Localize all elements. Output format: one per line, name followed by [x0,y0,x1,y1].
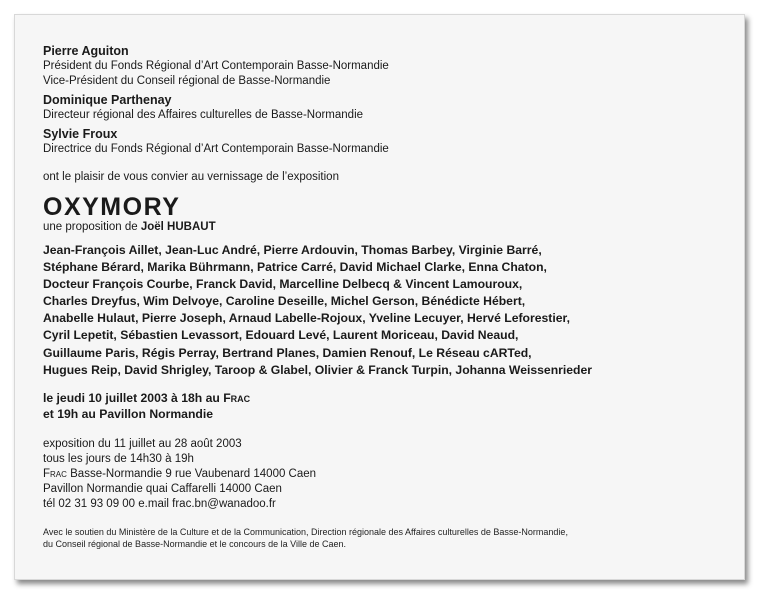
exhibition-info [43,437,733,512]
frac-address-text: Basse-Normandie 9 rue Vaubenard 14000 Caen [70,467,317,480]
artist-line: Cyril Lepetit, Sébastien Levassort, Edouard Levé, Laurent Moriceau, David Neaud, [43,328,519,343]
organizer-name: Pierre Aguiton [43,44,129,58]
proposition-prefix: une proposition de [43,221,138,233]
organizer-role: Vice-Président du Conseil régional de Basse-Normandie [43,75,331,87]
invitation-text: ont le plaisir de vous convier au vernissage de l’exposition [43,171,339,183]
artist-line: Docteur François Courbe, Franck David, Marcelline Delbecq & Vincent Lamouroux, [43,277,523,292]
organizer-role: Directrice du Fonds Régional d’Art Contemporain Basse-Normandie [43,143,389,155]
organizer-1 [43,43,733,89]
frac-address [43,467,733,482]
exhibition-title: OXYMORY [43,193,181,221]
artist-line: Jean-François Aillet, Jean-Luc André, Pierre Ardouvin, Thomas Barbey, Virginie Barré, [43,243,542,257]
artist-line: Charles Dreyfus, Wim Delvoye, Caroline Deseille, Michel Gerson, Bénédicte Hébert, [43,294,526,309]
artist-list [43,242,733,379]
invitation-content [43,43,733,551]
sponsor-footer [43,526,733,551]
organizer-role: Président du Fonds Régional d’Art Contemporain Basse-Normandie [43,60,389,72]
artist-line: Hugues Reip, David Shrigley, Taroop & Glabel, Olivier & Franck Turpin, Johanna Weissenrieder [43,362,593,377]
organizer-role: Directeur régional des Affaires culturelles de Basse-Normandie [43,109,364,121]
frac-name: Frac [43,467,67,480]
contact-info: tél 02 31 93 09 00 e.mail frac.bn@wanadoo.fr [43,497,276,510]
artist-line: Stéphane Bérard, Marika Bührmann, Patrice Carré, David Michael Clarke, Enna Chaton, [43,260,547,275]
proposition-line [43,220,733,234]
organizer-name: Dominique Parthenay [43,93,172,107]
opening-line-1 [43,390,733,406]
footer-line: Avec le soutien du Ministère de la Culture et de la Communication, Direction régionale des Affaires culturelles de Basse-Normandie, [43,526,568,537]
organizer-name: Sylvie Froux [43,127,118,141]
artist-line: Guillaume Paris, Régis Perray, Bertrand Planes, Damien Renouf, Le Réseau cARTed, [43,345,532,360]
opening-line-2: et 19h au Pavillon Normandie [43,406,213,421]
curator-name: Joël HUBAUT [140,221,216,233]
artist-line: Anabelle Hulaut, Pierre Joseph, Arnaud Labelle-Rojoux, Yveline Lecuyer, Hervé Leforestier, [43,311,570,326]
opening-hours: tous les jours de 14h30 à 19h [43,452,194,465]
organizer-3 [43,126,733,157]
pavillon-address: Pavillon Normandie quai Caffarelli 14000 Caen [43,482,282,495]
exhibition-dates: exposition du 11 juillet au 28 août 2003 [43,437,242,450]
opening-venue-frac: Frac [223,390,251,405]
organizer-2 [43,92,733,123]
footer-line: du Conseil régional de Basse-Normandie et le concours de la Ville de Caen. [43,539,347,550]
invitation-card [14,14,745,580]
opening-time-frac: le jeudi 10 juillet 2003 à 18h au [43,390,220,405]
opening-dates [43,390,733,422]
